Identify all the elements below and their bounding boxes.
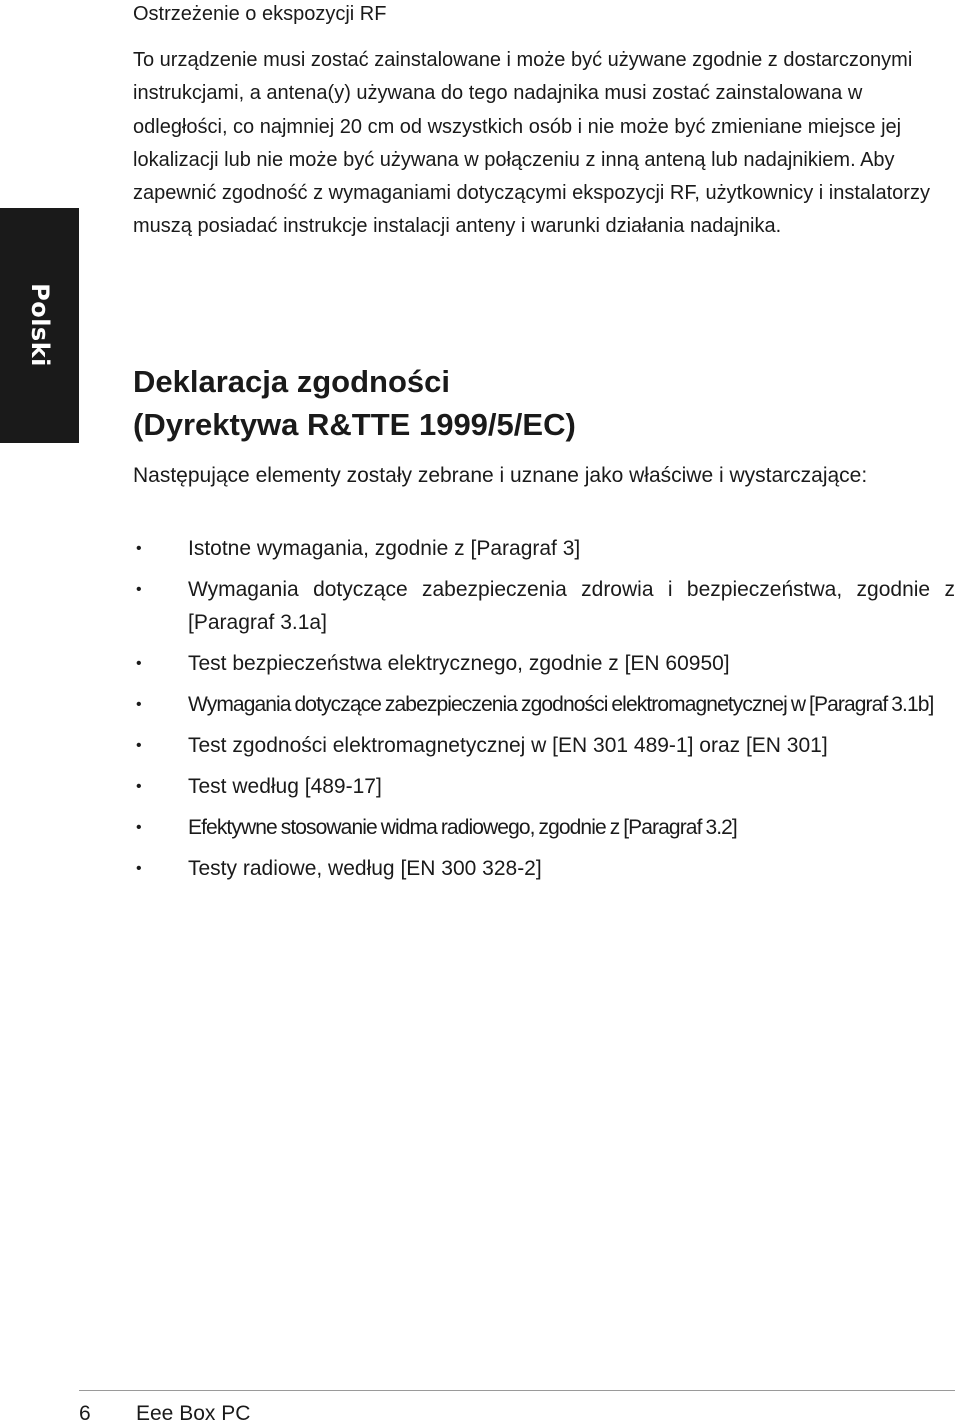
bullet-icon: • [136,581,142,598]
product-name: Eee Box PC [136,1402,251,1425]
list-item-text: Test zgodności elektromagnetycznej w [EN 301 489-1] oraz [EN 301] [188,734,828,757]
language-tab-label: Polski [26,283,54,367]
bullet-icon: • [136,737,142,754]
list-item [133,770,955,803]
list-item-text: Istotne wymagania, zgodnie z [Paragraf 3] [188,537,581,560]
rf-exposure-heading: Ostrzeżenie o ekspozycji RF [133,3,387,25]
declaration-heading-line1: Deklaracja zgodności [133,364,451,399]
bullet-icon: • [136,819,141,836]
declaration-intro: Następujące elementy zostały zebrane i uznane jako właściwe i wystarczające: [133,464,868,487]
list-item [133,688,955,721]
bullet-icon: • [136,540,142,557]
list-item [133,647,955,680]
list-item-text: Test według [489-17] [188,775,382,798]
list-item [133,729,955,762]
list-item [133,532,955,565]
rf-exposure-paragraph: To urządzenie musi zostać zainstalowane i może być używane zgodnie z dostarczonymi instrukcjami, a antena(y) używana do tego nadajnika musi zostać zainstalowana w odległości, co najmniej 20 cm od wszystkich osób i nie może być zmieniane miejsce jej lokalizacji lub nie może być używana w połączeniu z inną anteną lub nadajnikiem. Aby zapewnić zgodność z wymaganiami dotyczącymi ekspozycji RF, użytkownicy i instalatorzy muszą posiadać instrukcje instalacji anteny i warunki działania nadajnika. [133,49,930,238]
bullet-icon: • [136,655,142,672]
list-item-text: Testy radiowe, według [EN 300 328-2] [188,857,542,880]
list-item-text: Wymagania dotyczące zabezpieczenia zgodności elektromagnetycznej w [Paragraf 3.1b] [188,693,934,716]
list-item [133,573,955,639]
declaration-heading [133,360,576,446]
bullet-icon: • [136,860,142,877]
bullet-icon: • [136,696,141,713]
list-item-text: Wymagania dotyczące zabezpieczenia zdrowia i bezpieczeństwa, zgodnie z [Paragraf 3.1a] [188,578,955,634]
bullet-icon: • [136,778,142,795]
list-item [133,811,955,844]
declaration-list [133,532,955,893]
footer-divider [79,1390,955,1391]
list-item-text: Test bezpieczeństwa elektrycznego, zgodnie z [EN 60950] [188,652,730,675]
declaration-heading-line2: (Dyrektywa R&TTE 1999/5/EC) [133,407,576,442]
page-number: 6 [79,1402,91,1425]
list-item [133,852,955,885]
list-item-text: Efektywne stosowanie widma radiowego, zgodnie z [Paragraf 3.2] [188,816,737,839]
